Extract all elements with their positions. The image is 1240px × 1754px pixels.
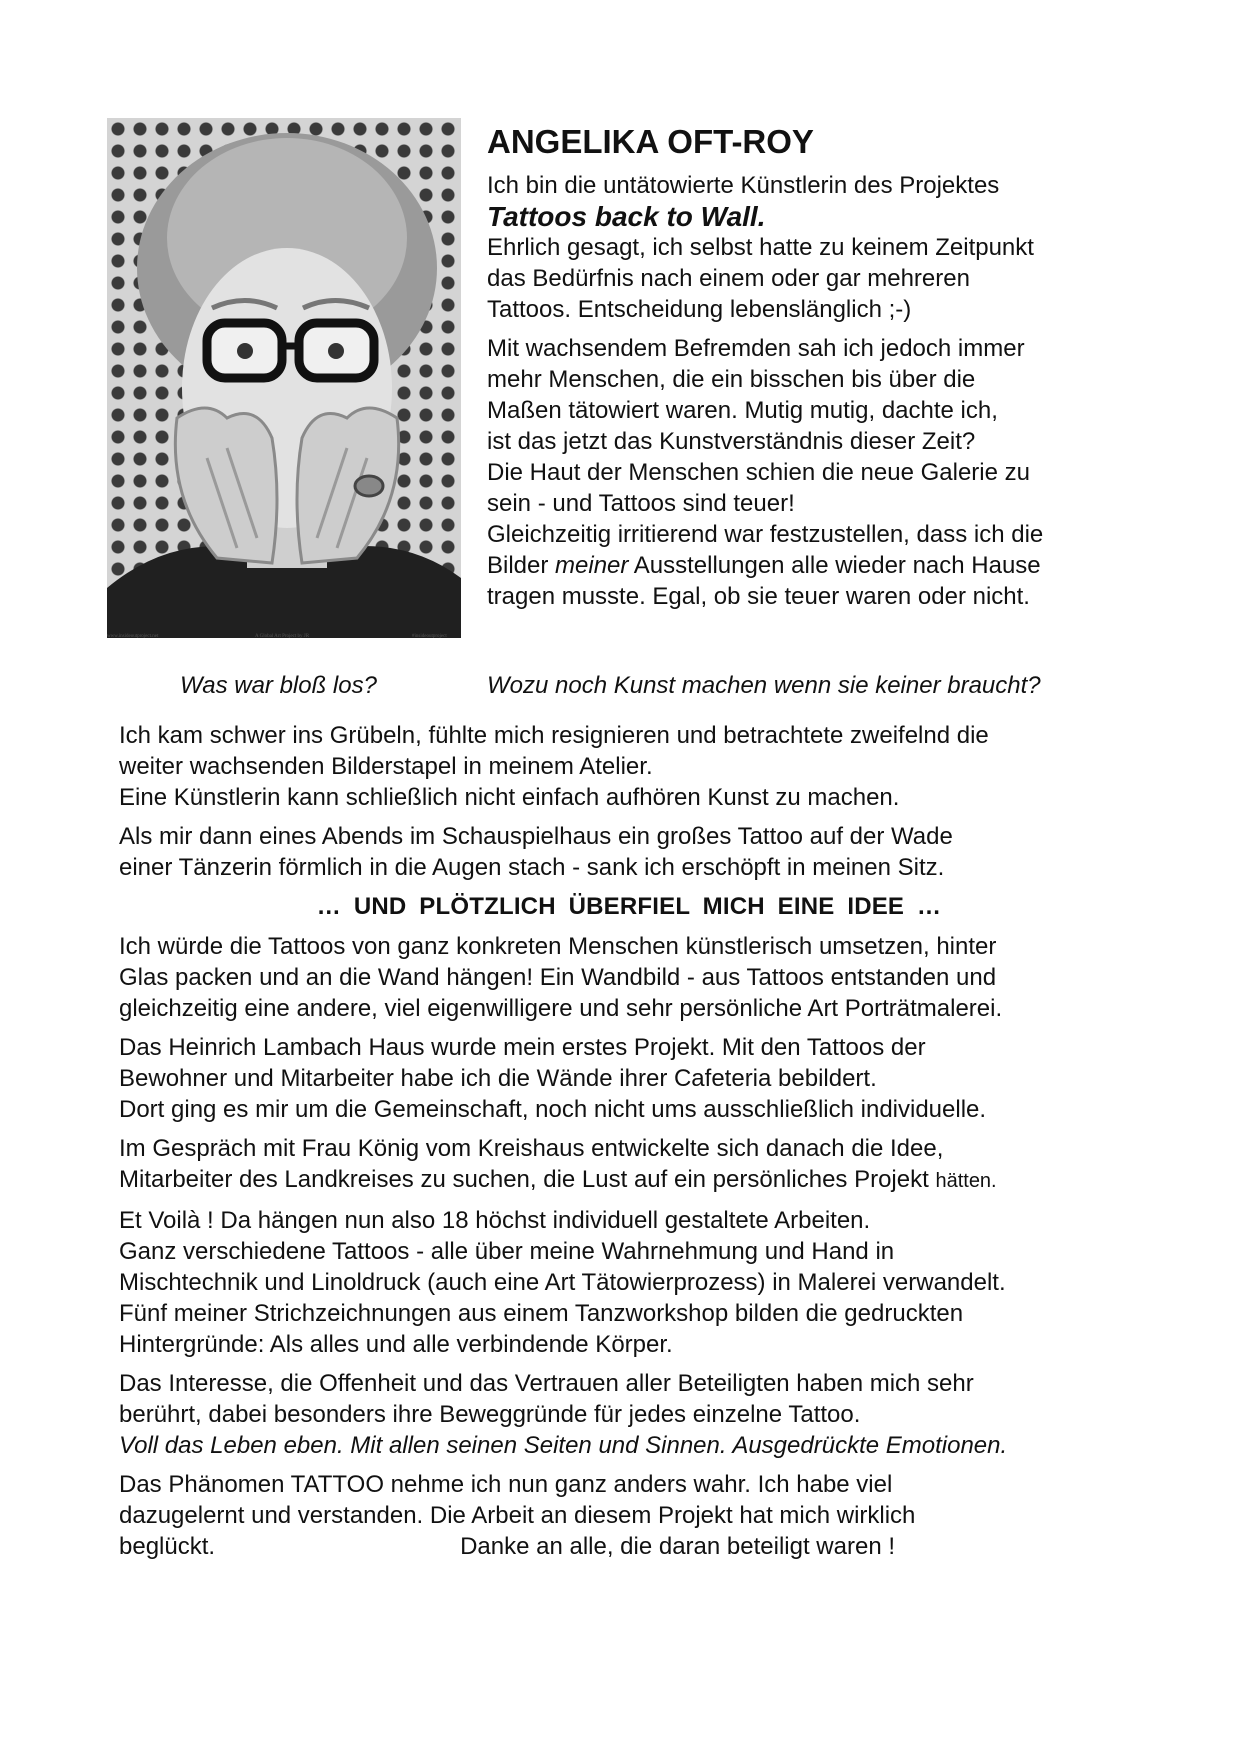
paragraph-line: Das Phänomen TATTOO nehme ich nun ganz anders wahr. Ich habe viel — [119, 1471, 893, 1498]
paragraph-line: Die Haut der Menschen schien die neue Galerie zu — [487, 459, 1030, 486]
photo-credit-right: #insideoutproject — [412, 634, 447, 639]
paragraph-line: Gleichzeitig irritierend war festzustellen, dass ich die — [487, 521, 1044, 548]
paragraph-phaenomen — [119, 1469, 1139, 1562]
paragraph-line: ist das jetzt das Kunstverständnis dieser Zeit? — [487, 428, 976, 455]
main-text — [119, 720, 1139, 1570]
paragraph-line: Mit wachsendem Befremden sah ich jedoch immer — [487, 335, 1025, 362]
intro-line-4: Tattoos. Entscheidung lebenslänglich ;-) — [487, 296, 912, 323]
paragraph-line: Als mir dann eines Abends im Schauspielhaus ein großes Tattoo auf der Wade — [119, 823, 953, 850]
paragraph-line: gleichzeitig eine andere, viel eigenwilligere und sehr persönliche Art Porträtmalerei. — [119, 995, 1003, 1022]
paragraph-line: berührt, dabei besonders ihre Beweggründe für jedes einzelne Tattoo. — [119, 1401, 861, 1428]
paragraph-line: Ich würde die Tattoos von ganz konkreten Menschen künstlerisch umsetzen, hinter — [119, 933, 997, 960]
paragraph-line-italic: Voll das Leben eben. Mit allen seinen Seiten und Sinnen. Ausgedrückte Emotionen. — [119, 1432, 1008, 1459]
author-name: ANGELIKA OFT-ROY — [487, 123, 814, 160]
intro-column — [487, 122, 1137, 612]
paragraph-idee — [119, 931, 1139, 1024]
paragraph-line: dazugelernt und verstanden. Die Arbeit an diesem Projekt hat mich wirklich — [119, 1502, 916, 1529]
paragraph-kreishaus — [119, 1133, 1139, 1197]
paragraph-line: Bewohner und Mitarbeiter habe ich die Wände ihrer Cafeteria bebildert. — [119, 1065, 877, 1092]
paragraph-line: Fünf meiner Strichzeichnungen aus einem Tanzworkshop bilden die gedruckten — [119, 1300, 964, 1327]
text-run: Ausstellungen alle wieder nach Hause — [628, 552, 1041, 579]
paragraph-line: mehr Menschen, die ein bisschen bis über die — [487, 366, 976, 393]
caption-right: Wozu noch Kunst machen wenn sie keiner braucht? — [487, 672, 1041, 699]
paragraph-line: einer Tänzerin förmlich in die Augen stach - sank ich erschöpft in meinen Sitz. — [119, 854, 945, 881]
thanks-line: Danke an alle, die daran beteiligt waren ! — [460, 1533, 896, 1560]
intro-line-1: Ich bin die untätowierte Künstlerin des Projektes — [487, 172, 1000, 199]
paragraph-voila — [119, 1205, 1139, 1360]
paragraph-line: weiter wachsenden Bilderstapel in meinem Atelier. — [119, 753, 653, 780]
portrait-illustration — [107, 118, 461, 638]
befremden-paragraph — [487, 333, 1137, 612]
idea-headline: … UND PLÖTZLICH ÜBERFIEL MICH EINE IDEE … — [316, 893, 942, 920]
text-run: beglückt. — [119, 1533, 216, 1560]
intro-line-3: das Bedürfnis nach einem oder gar mehreren — [487, 265, 970, 292]
portrait-photo — [107, 118, 461, 638]
photo-credit-left: www.insideoutproject.net — [107, 634, 159, 639]
paragraph-line: Das Interesse, die Offenheit und das Vertrauen aller Beteiligten haben mich sehr — [119, 1370, 974, 1397]
paragraph-line: Ganz verschiedene Tattoos - alle über meine Wahrnehmung und Hand in — [119, 1238, 895, 1265]
paragraph-line: Hintergründe: Als alles und alle verbindende Körper. — [119, 1331, 673, 1358]
text-run: Mitarbeiter des Landkreises zu suchen, die Lust auf ein persönliches Projekt — [119, 1166, 936, 1193]
caption-left: Was war bloß los? — [180, 672, 377, 699]
paragraph-line: tragen musste. Egal, ob sie teuer waren oder nicht. — [487, 583, 1030, 610]
intro-line-2: Ehrlich gesagt, ich selbst hatte zu keinem Zeitpunkt — [487, 234, 1034, 261]
paragraph-line: Im Gespräch mit Frau König vom Kreishaus entwickelte sich danach die Idee, — [119, 1135, 944, 1162]
paragraph-lambach — [119, 1032, 1139, 1125]
paragraph-line — [487, 550, 1137, 581]
photo-credit-center: A Global Art Project by JR — [255, 634, 310, 639]
paragraph-interesse — [119, 1368, 1139, 1461]
emphasis-meiner: meiner — [555, 552, 629, 579]
paragraph-gruebeln — [119, 720, 1139, 813]
paragraph-line: Ich kam schwer ins Grübeln, fühlte mich resignieren und betrachtete zweifelnd die — [119, 722, 989, 749]
paragraph-line — [119, 1164, 1139, 1197]
intro-paragraph — [487, 170, 1137, 325]
paragraph-line: Das Heinrich Lambach Haus wurde mein erstes Projekt. Mit den Tattoos der — [119, 1034, 926, 1061]
paragraph-line: Maßen tätowiert waren. Mutig mutig, dachte ich, — [487, 397, 998, 424]
paragraph-line: Et Voilà ! Da hängen nun also 18 höchst individuell gestaltete Arbeiten. — [119, 1207, 871, 1234]
paragraph-line: Mischtechnik und Linoldruck (auch eine Art Tätowierprozess) in Malerei verwandelt. — [119, 1269, 1006, 1296]
paragraph-line: sein - und Tattoos sind teuer! — [487, 490, 795, 517]
paragraph-schauspielhaus — [119, 821, 1139, 883]
text-run-small: hätten. — [935, 1170, 997, 1192]
project-title: Tattoos back to Wall. — [487, 201, 766, 232]
paragraph-line: Eine Künstlerin kann schließlich nicht einfach aufhören Kunst zu machen. — [119, 784, 900, 811]
paragraph-line: Dort ging es mir um die Gemeinschaft, noch nicht ums ausschließlich individuelle. — [119, 1096, 987, 1123]
paragraph-line: Glas packen und an die Wand hängen! Ein Wandbild - aus Tattoos entstanden und — [119, 964, 997, 991]
text-run: Bilder — [487, 552, 556, 579]
paragraph-line — [119, 1531, 1139, 1562]
